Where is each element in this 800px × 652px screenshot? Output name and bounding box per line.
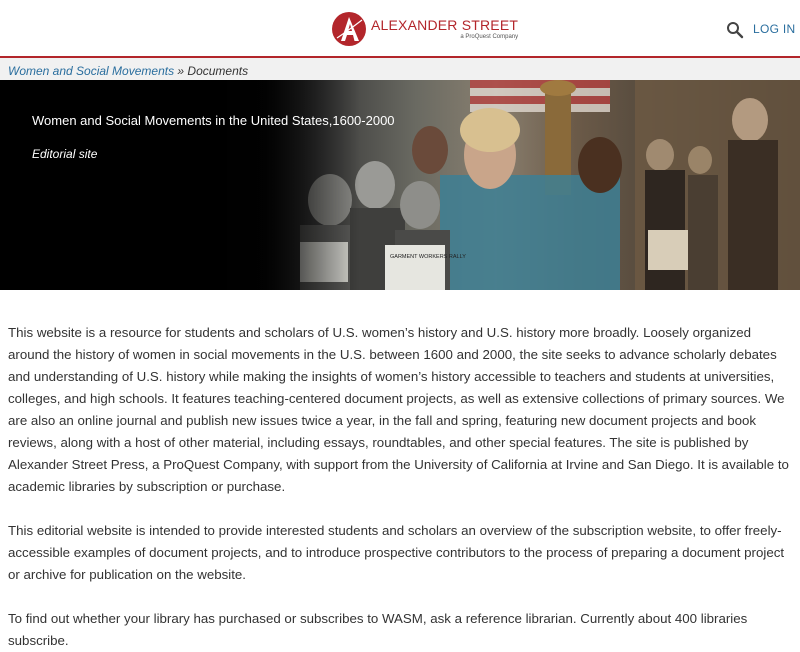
login-link[interactable]: LOG IN bbox=[753, 22, 796, 36]
intro-paragraph: This website is a resource for students and scholars of U.S. women’s history and U.S. history more broadly. Loosely organized around the history of women in social movements in the U.S. between 1600 and 2000, the site seeks to advance scholarly debates and understanding of U.S. history while making the insights of women’s history accessible to teachers and students at universities, colleges, and high schools. It features teaching-centered document projects, as well as extensive collections of primary sources. We are also an online journal and publish new issues twice a year, in the fall and spring, featuring new document projects and book reviews, along with a host of other material, including essays, roundtables, and other special features. The site is published by Alexander Street Press, a ProQuest Company, with support from the University of California at Irvine and San Diego. It is available to academic libraries by subscription or purchase. bbox=[8, 325, 789, 494]
search-button[interactable] bbox=[726, 21, 744, 39]
library-paragraph: To find out whether your library has purchased or subscribes to WASM, ask a reference librarian. Currently about 400 libraries subscribe. bbox=[8, 611, 748, 648]
alexander-street-logo-icon bbox=[332, 12, 366, 46]
editorial-paragraph: This editorial website is intended to provide interested students and scholars an overview of the subscription website, to offer freely-accessible examples of document projects, and to introduce prospective contributors to the process of preparing a document project or archive for publication on the website. bbox=[8, 523, 785, 582]
hero-title: Women and Social Movements in the United States,1600-2000 bbox=[32, 113, 395, 128]
breadcrumb-current: Documents bbox=[187, 64, 249, 78]
breadcrumb-separator: » bbox=[174, 64, 188, 78]
logo-subtitle: a ProQuest Company bbox=[460, 34, 519, 40]
search-icon bbox=[726, 21, 744, 39]
breadcrumb-link-women-social-movements[interactable]: Women and Social Movements bbox=[8, 64, 175, 78]
breadcrumb bbox=[0, 58, 800, 80]
hero-subtitle: Editorial site bbox=[32, 147, 98, 161]
hero-banner bbox=[0, 80, 800, 290]
site-logo[interactable] bbox=[332, 10, 518, 48]
logo-name: ALEXANDER STREET bbox=[371, 17, 519, 33]
site-header bbox=[0, 0, 800, 58]
hero-photo-collage bbox=[0, 80, 800, 290]
main-content bbox=[0, 290, 800, 652]
